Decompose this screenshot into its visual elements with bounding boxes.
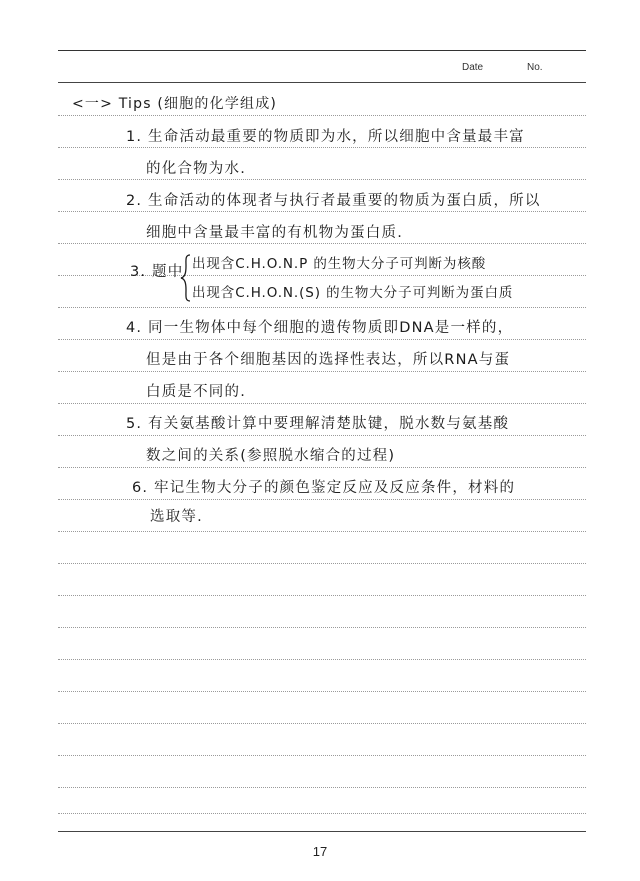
tip-4-line-1: 4. 同一生物体中每个细胞的遗传物质即DNA是一样的，	[126, 320, 514, 336]
ruled-line	[58, 243, 586, 244]
ruled-line	[58, 531, 586, 532]
bottom-rule	[58, 831, 586, 832]
tip-3-label: 3. 题中	[130, 264, 184, 280]
ruled-line	[58, 627, 586, 628]
tip-3	[130, 254, 590, 304]
section-heading: <一> Tips (细胞的化学组成)	[72, 96, 278, 112]
tip-3-item-1: 出现含C.H.O.N.P 的生物大分子可判断为核酸	[192, 256, 487, 272]
ruled-line	[58, 691, 586, 692]
header-rule	[58, 82, 586, 83]
tip-6-line-2: 选取等.	[150, 509, 203, 525]
tip-5-line-2: 数之间的关系(参照脱水缩合的过程)	[146, 448, 396, 464]
tip-4-line-2: 但是由于各个细胞基因的选择性表达，所以RNA与蛋	[146, 352, 511, 368]
tip-6-line-1: 6. 牢记生物大分子的颜色鉴定反应及反应条件，材料的	[132, 480, 516, 496]
ruled-line	[58, 211, 586, 212]
tip-1-line-2: 的化合物为水.	[146, 161, 247, 177]
curly-brace-icon	[180, 254, 192, 302]
ruled-line	[58, 467, 586, 468]
ruled-line	[58, 307, 586, 308]
tip-2-line-1: 2. 生命活动的体现者与执行者最重要的物质为蛋白质，所以	[126, 193, 541, 209]
ruled-line	[58, 659, 586, 660]
ruled-line	[58, 595, 586, 596]
tip-3-item-2: 出现含C.H.O.N.(S) 的生物大分子可判断为蛋白质	[192, 285, 514, 301]
top-rule	[58, 50, 586, 51]
tip-4-line-3: 白质是不同的.	[146, 384, 247, 400]
ruled-line	[58, 371, 586, 372]
tip-2-line-2: 细胞中含量最丰富的有机物为蛋白质.	[146, 225, 404, 241]
ruled-line	[58, 179, 586, 180]
ruled-line	[58, 403, 586, 404]
ruled-line	[58, 115, 586, 116]
ruled-line	[58, 787, 586, 788]
ruled-line	[58, 755, 586, 756]
ruled-line	[58, 147, 586, 148]
ruled-line	[58, 435, 586, 436]
number-label: No.	[527, 62, 543, 73]
tip-5-line-1: 5. 有关氨基酸计算中要理解清楚肽键，脱水数与氨基酸	[126, 416, 510, 432]
ruled-line	[58, 723, 586, 724]
ruled-line	[58, 813, 586, 814]
tip-1-line-1: 1. 生命活动最重要的物质即为水，所以细胞中含量最丰富	[126, 129, 525, 145]
ruled-line	[58, 563, 586, 564]
ruled-line	[58, 499, 586, 500]
date-label: Date	[462, 62, 484, 73]
page-number: 17	[312, 844, 328, 859]
ruled-line	[58, 339, 586, 340]
